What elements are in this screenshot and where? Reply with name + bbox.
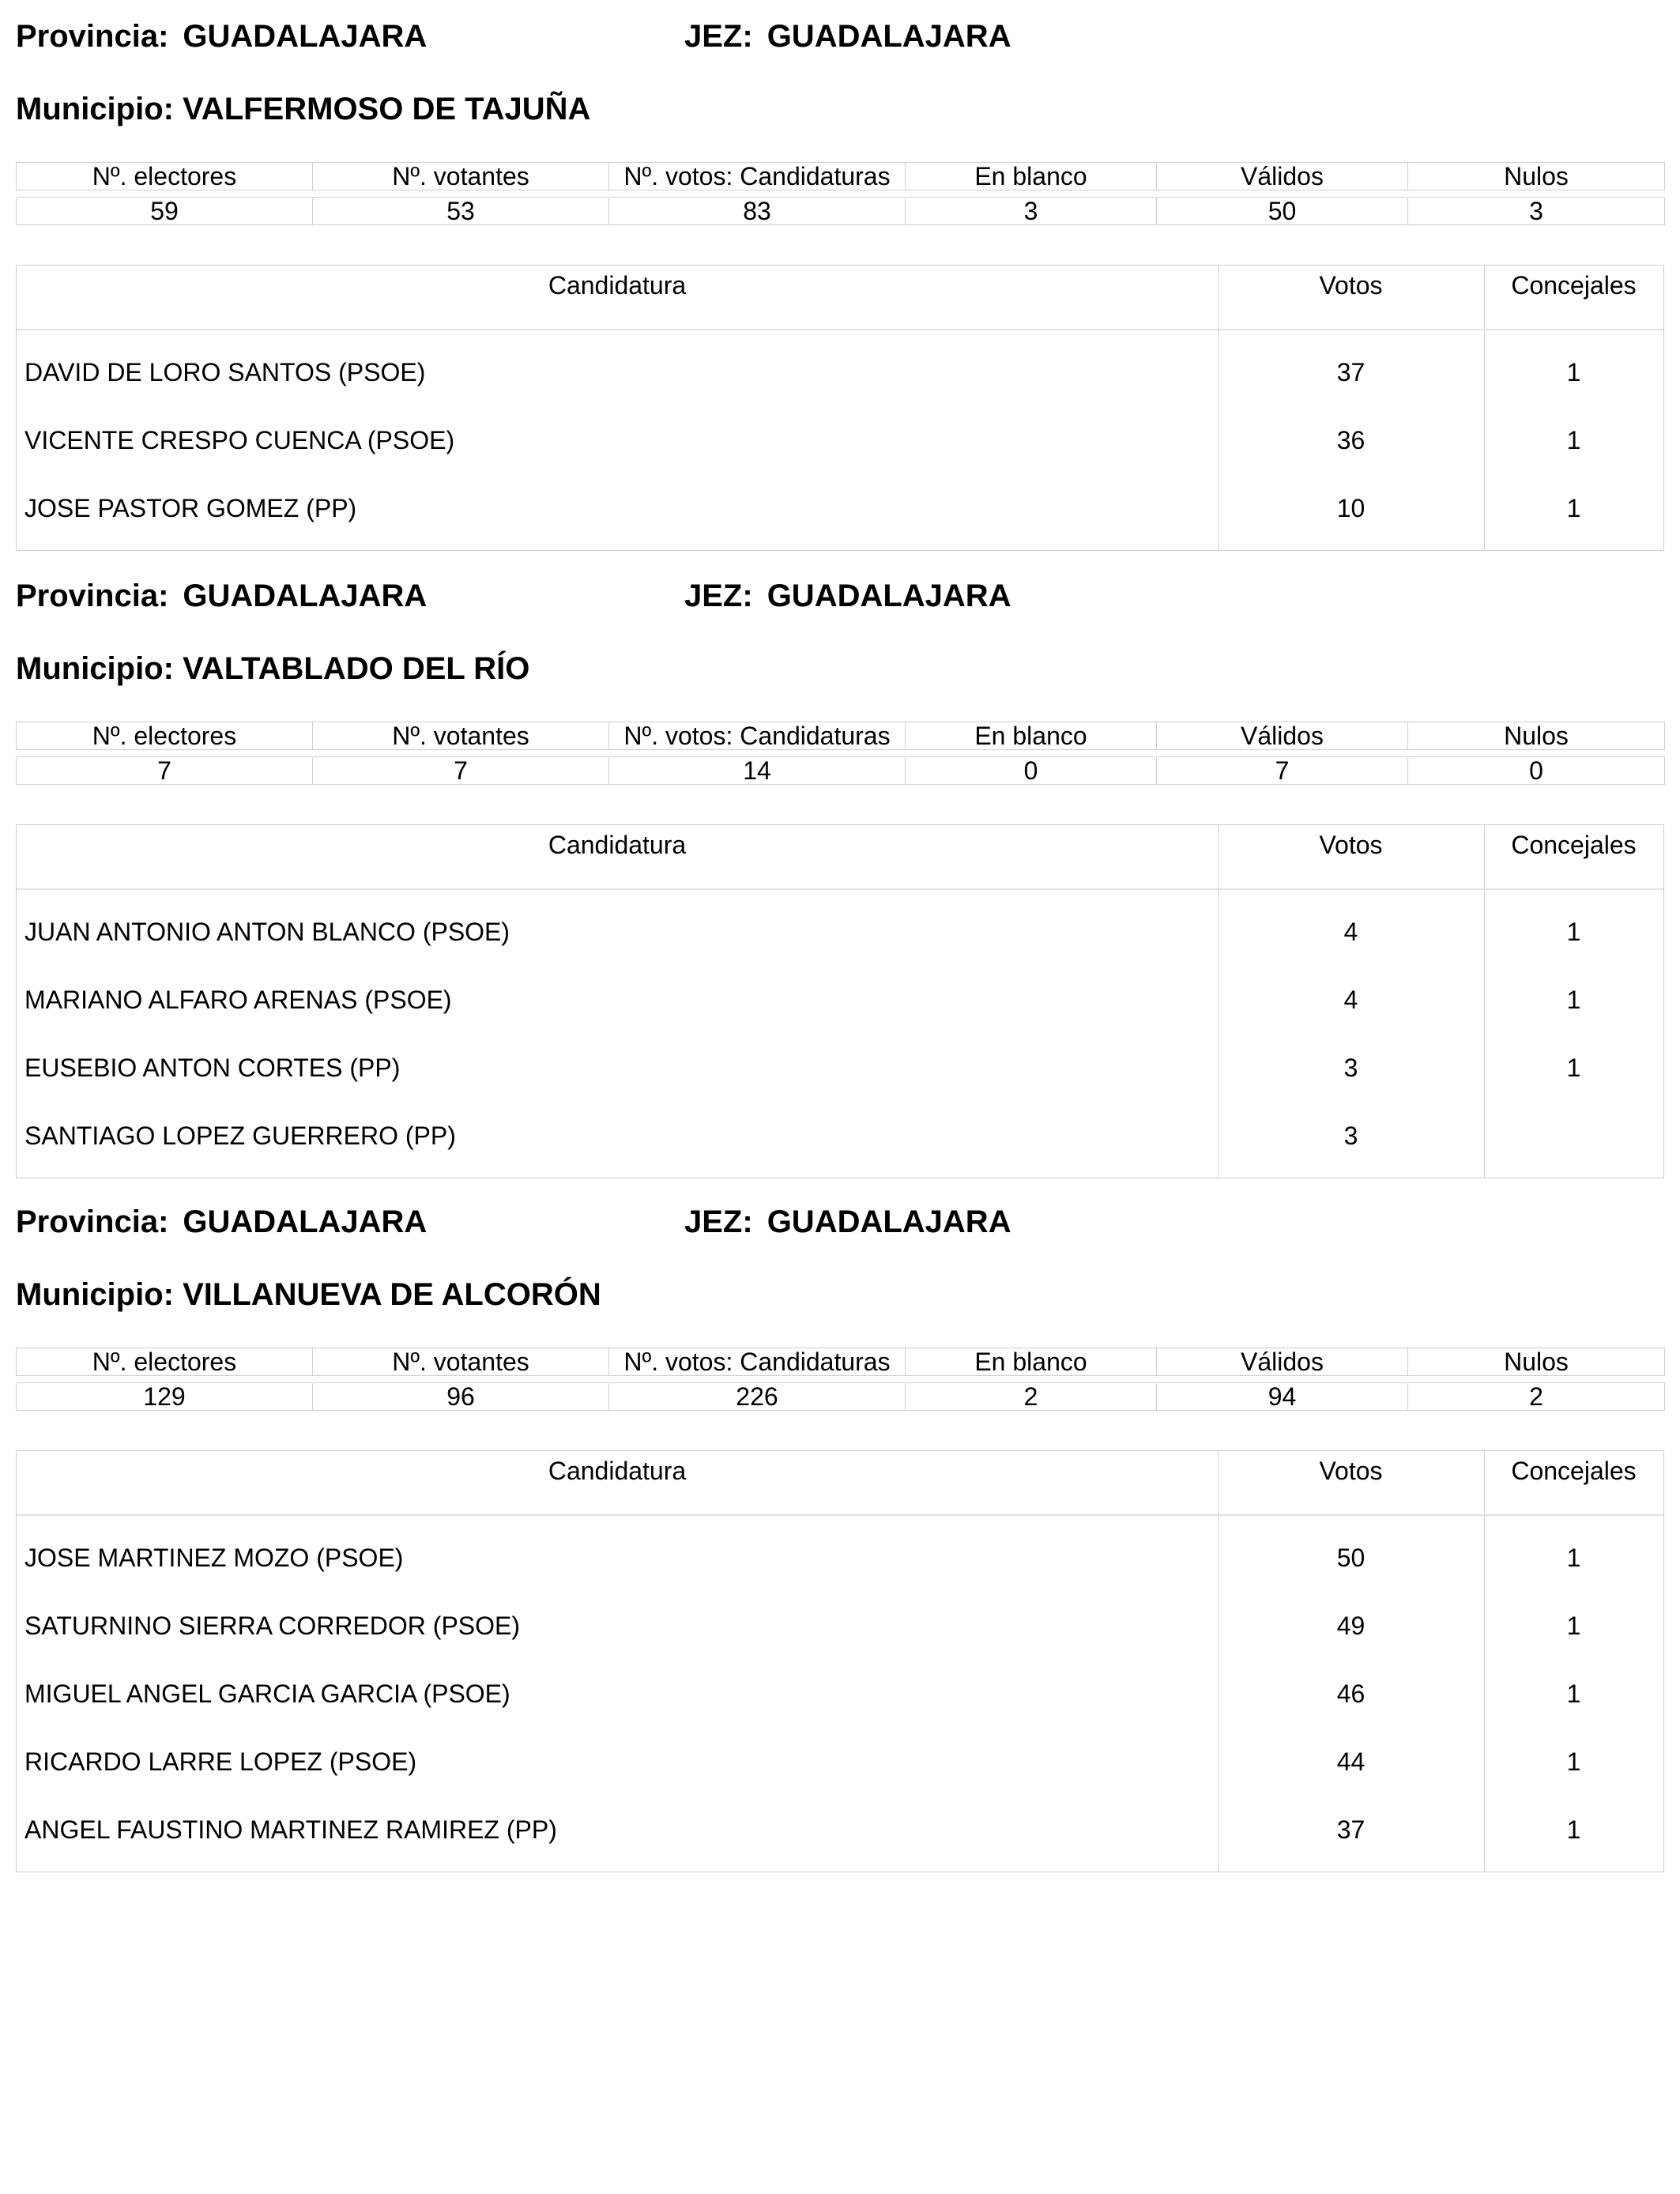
stats-table — [16, 1348, 1665, 1411]
stat-header-validos: Válidos — [1157, 1348, 1408, 1376]
stat-header-votantes: Nº. votantes — [313, 1348, 609, 1376]
provincia-header — [16, 577, 427, 615]
candidates-header-row — [17, 825, 1663, 890]
candidate-name: SANTIAGO LOPEZ GUERRERO (PP) — [24, 1122, 456, 1150]
candidate-votos: 3 — [1343, 1122, 1358, 1150]
candidate-row — [17, 1592, 1663, 1660]
provincia-header — [16, 1203, 427, 1241]
header-concejales: Concejales — [1511, 1457, 1637, 1485]
stat-value-votos-candidaturas: 83 — [609, 198, 906, 225]
stat-value-en-blanco: 3 — [906, 198, 1157, 225]
stat-header-en-blanco: En blanco — [906, 163, 1157, 190]
stats-value-row — [17, 1383, 1665, 1411]
candidate-votos: 3 — [1343, 1054, 1358, 1082]
candidates-header-row — [17, 1451, 1663, 1516]
municipio-value: VALTABLADO DEL RÍO — [183, 651, 530, 686]
stat-header-votantes: Nº. votantes — [313, 163, 609, 190]
jez-value: GUADALAJARA — [767, 579, 1011, 613]
stat-value-electores: 59 — [17, 198, 313, 225]
jez-header — [684, 577, 1011, 615]
stat-header-votantes: Nº. votantes — [313, 722, 609, 750]
stat-header-validos: Válidos — [1157, 722, 1408, 750]
stat-value-nulos: 2 — [1408, 1383, 1665, 1411]
candidate-row — [17, 898, 1663, 966]
candidate-concejales: 1 — [1566, 1612, 1581, 1640]
jez-value: GUADALAJARA — [767, 1204, 1011, 1239]
provincia-label: Provincia: — [16, 579, 169, 613]
stat-value-votantes: 53 — [313, 198, 609, 225]
candidate-concejales: 1 — [1566, 1815, 1581, 1844]
candidate-concejales: 1 — [1566, 494, 1581, 522]
header-votos: Votos — [1319, 1457, 1383, 1485]
stats-header-row — [17, 163, 1665, 190]
stat-value-electores: 129 — [17, 1383, 313, 1411]
stat-header-electores: Nº. electores — [17, 1348, 313, 1376]
stat-header-en-blanco: En blanco — [906, 722, 1157, 750]
candidate-concejales: 1 — [1566, 918, 1581, 946]
candidate-concejales: 1 — [1566, 426, 1581, 454]
candidate-concejales: 1 — [1566, 358, 1581, 386]
stat-value-votantes: 7 — [313, 757, 609, 785]
provincia-value: GUADALAJARA — [183, 579, 428, 613]
municipio-label: Municipio: — [16, 1277, 174, 1312]
candidate-name: DAVID DE LORO SANTOS (PSOE) — [24, 358, 426, 386]
provincia-value: GUADALAJARA — [183, 19, 428, 54]
candidate-name: RICARDO LARRE LOPEZ (PSOE) — [24, 1747, 417, 1776]
candidate-name: JOSE MARTINEZ MOZO (PSOE) — [24, 1544, 404, 1572]
provincia-label: Provincia: — [16, 1204, 169, 1239]
candidate-concejales: 1 — [1566, 1679, 1581, 1708]
stat-value-validos: 94 — [1157, 1383, 1408, 1411]
candidate-name: VICENTE CRESPO CUENCA (PSOE) — [24, 426, 455, 454]
stat-value-votos-candidaturas: 226 — [609, 1383, 906, 1411]
header-concejales: Concejales — [1511, 271, 1637, 300]
candidate-name: MARIANO ALFARO ARENAS (PSOE) — [24, 986, 452, 1014]
candidate-concejales: 1 — [1566, 1544, 1581, 1572]
candidate-votos: 36 — [1336, 426, 1365, 454]
candidate-name: ANGEL FAUSTINO MARTINEZ RAMIREZ (PP) — [24, 1815, 557, 1844]
candidate-votos: 50 — [1336, 1544, 1365, 1572]
stat-value-en-blanco: 0 — [906, 757, 1157, 785]
provincia-value: GUADALAJARA — [183, 1204, 428, 1239]
stat-header-nulos: Nulos — [1408, 722, 1665, 750]
stats-table — [16, 722, 1665, 785]
stats-value-row — [17, 757, 1665, 785]
municipio-label: Municipio: — [16, 92, 174, 126]
candidate-row — [17, 1660, 1663, 1728]
candidate-name: JUAN ANTONIO ANTON BLANCO (PSOE) — [24, 918, 510, 946]
jez-label: JEZ: — [684, 19, 753, 54]
header-candidatura: Candidatura — [548, 1457, 687, 1485]
candidates-header-row — [17, 266, 1663, 330]
candidate-name: MIGUEL ANGEL GARCIA GARCIA (PSOE) — [24, 1679, 510, 1708]
candidates-table — [16, 1450, 1664, 1872]
stats-header-row — [17, 722, 1665, 750]
candidate-votos: 4 — [1343, 918, 1358, 946]
candidate-row — [17, 966, 1663, 1034]
header-concejales: Concejales — [1511, 831, 1637, 859]
candidate-votos: 10 — [1336, 494, 1365, 522]
candidate-name: SATURNINO SIERRA CORREDOR (PSOE) — [24, 1612, 521, 1640]
candidates-table — [16, 265, 1664, 551]
candidate-row — [17, 1728, 1663, 1796]
provincia-header — [16, 17, 427, 55]
candidate-row — [17, 474, 1663, 542]
stat-value-nulos: 0 — [1408, 757, 1665, 785]
municipio-value: VALFERMOSO DE TAJUÑA — [183, 92, 591, 126]
header-candidatura: Candidatura — [548, 831, 687, 859]
candidate-row — [17, 406, 1663, 474]
stats-table — [16, 162, 1665, 225]
candidate-row — [17, 1034, 1663, 1102]
candidate-votos: 49 — [1336, 1612, 1365, 1640]
stat-value-validos: 50 — [1157, 198, 1408, 225]
header-candidatura: Candidatura — [548, 271, 687, 300]
header-votos: Votos — [1319, 271, 1383, 300]
municipio-label: Municipio: — [16, 651, 174, 686]
municipio-value: VILLANUEVA DE ALCORÓN — [183, 1277, 601, 1312]
jez-value: GUADALAJARA — [767, 19, 1011, 54]
stat-header-en-blanco: En blanco — [906, 1348, 1157, 1376]
candidate-votos: 46 — [1336, 1679, 1365, 1708]
candidate-votos: 44 — [1336, 1747, 1365, 1776]
stat-value-votantes: 96 — [313, 1383, 609, 1411]
candidate-row — [17, 1102, 1663, 1170]
stat-header-votos-candidaturas: Nº. votos: Candidaturas — [609, 1348, 906, 1376]
stats-header-row — [17, 1348, 1665, 1376]
candidate-row — [17, 1796, 1663, 1864]
candidate-row — [17, 338, 1663, 406]
stat-header-electores: Nº. electores — [17, 722, 313, 750]
stat-value-validos: 7 — [1157, 757, 1408, 785]
stat-value-votos-candidaturas: 14 — [609, 757, 906, 785]
municipio-header — [16, 90, 590, 128]
candidate-concejales: 1 — [1566, 986, 1581, 1014]
candidates-table — [16, 824, 1664, 1178]
candidate-row — [17, 1524, 1663, 1592]
candidate-name: JOSE PASTOR GOMEZ (PP) — [24, 494, 357, 522]
municipio-header — [16, 650, 529, 688]
stat-value-nulos: 3 — [1408, 198, 1665, 225]
jez-label: JEZ: — [684, 1204, 753, 1239]
stat-value-en-blanco: 2 — [906, 1383, 1157, 1411]
stat-value-electores: 7 — [17, 757, 313, 785]
jez-label: JEZ: — [684, 579, 753, 613]
stat-header-validos: Válidos — [1157, 163, 1408, 190]
stat-header-votos-candidaturas: Nº. votos: Candidaturas — [609, 722, 906, 750]
stat-header-electores: Nº. electores — [17, 163, 313, 190]
header-votos: Votos — [1319, 831, 1383, 859]
candidate-votos: 37 — [1336, 1815, 1365, 1844]
stats-value-row — [17, 198, 1665, 225]
stat-header-votos-candidaturas: Nº. votos: Candidaturas — [609, 163, 906, 190]
jez-header — [684, 1203, 1011, 1241]
municipio-header — [16, 1276, 601, 1314]
candidate-votos: 37 — [1336, 358, 1365, 386]
candidate-votos: 4 — [1343, 986, 1358, 1014]
jez-header — [684, 17, 1011, 55]
candidate-concejales: 1 — [1566, 1747, 1581, 1776]
stat-header-nulos: Nulos — [1408, 1348, 1665, 1376]
stat-header-nulos: Nulos — [1408, 163, 1665, 190]
candidate-name: EUSEBIO ANTON CORTES (PP) — [24, 1054, 401, 1082]
provincia-label: Provincia: — [16, 19, 169, 54]
candidate-concejales: 1 — [1566, 1054, 1581, 1082]
